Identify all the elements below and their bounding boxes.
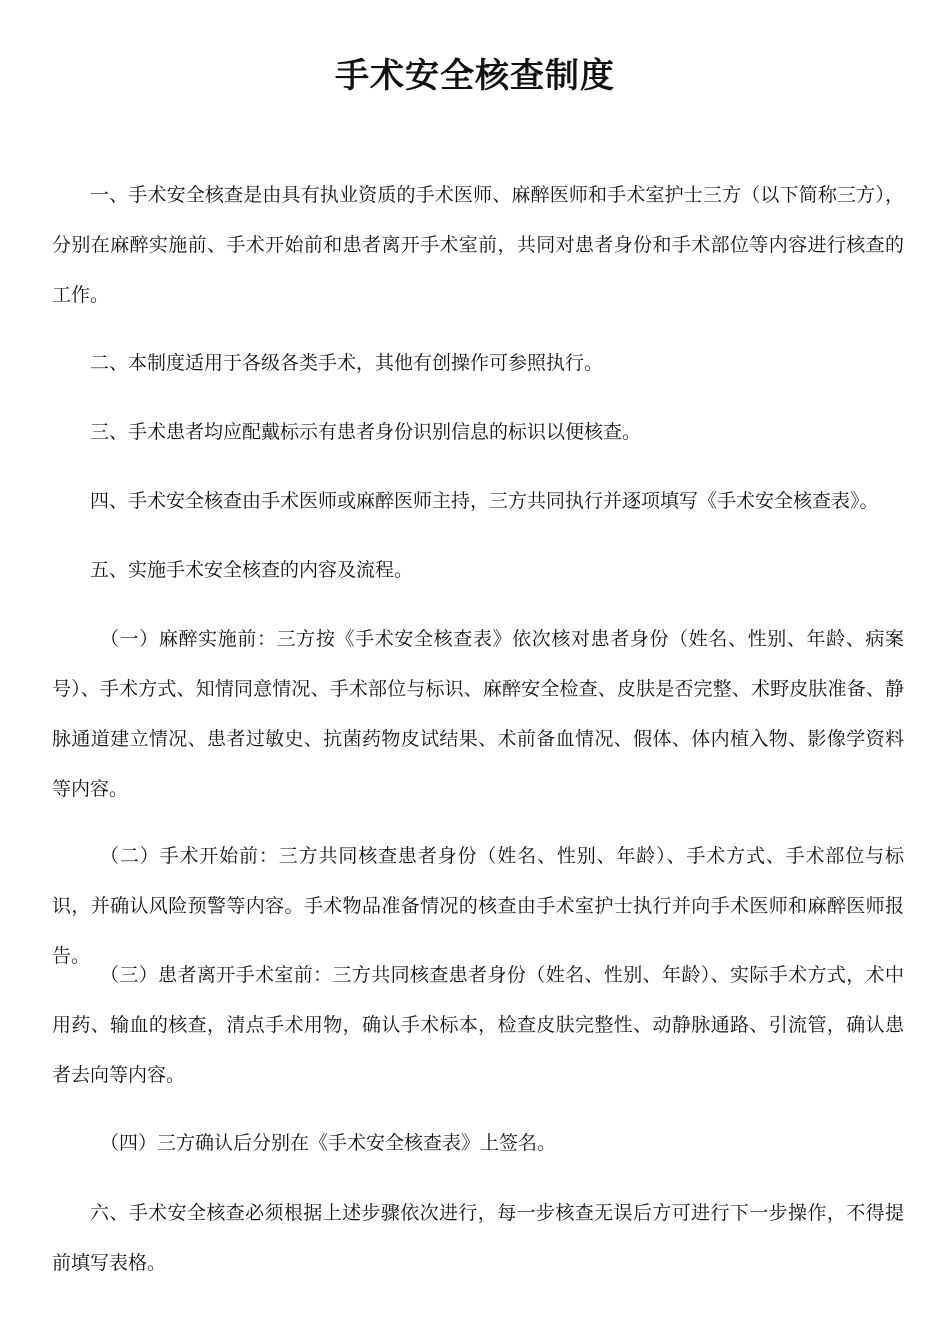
paragraph-10: 六、手术安全核查必须根据上述步骤依次进行，每一步核查无误后方可进行下一步操作，不得提前填写表格。: [52, 1202, 904, 1274]
paragraph-2: 二、本制度适用于各级各类手术，其他有创操作可参照执行。: [90, 352, 604, 374]
paragraph-3: 三、手术患者均应配戴标示有患者身份识别信息的标识以便核查。: [90, 421, 642, 443]
document-title: 手术安全核查制度: [335, 56, 615, 96]
paragraph-7: （二）手术开始前：三方共同核查患者身份（姓名、性别、年龄）、手术方式、手术部位与标识，并确认风险预警等内容。手术物品准备情况的核查由手术室护士执行并向手术医师和麻醉医师报告。: [52, 845, 904, 967]
paragraph-9: （四）三方确认后分别在《手术安全核查表》上签名。: [100, 1132, 557, 1154]
paragraph-8: （三）患者离开手术室前：三方共同核查患者身份（姓名、性别、年龄）、实际手术方式，术中用药、输血的核查，清点手术用物，确认手术标本，检查皮肤完整性、动静脉通路、引流管，确认患者去向等内容。: [52, 964, 904, 1086]
paragraph-5: 五、实施手术安全核查的内容及流程。: [90, 559, 414, 581]
paragraph-6: （一）麻醉实施前：三方按《手术安全核查表》依次核对患者身份（姓名、性别、年龄、病案号）、手术方式、知情同意情况、手术部位与标识、麻醉安全检查、皮肤是否完整、术野皮肤准备、静脉通道建立情况、患者过敏史、抗菌药物皮试结果、术前备血情况、假体、体内植入物、影像学资料等内容。: [52, 628, 904, 800]
paragraph-1: 一、手术安全核查是由具有执业资质的手术医师、麻醉医师和手术室护士三方（以下简称三方），分别在麻醉实施前、手术开始前和患者离开手术室前，共同对患者身份和手术部位等内容进行核查的工作。: [52, 184, 904, 306]
paragraph-4: 四、手术安全核查由手术医师或麻醉医师主持，三方共同执行并逐项填写《手术安全核查表》。: [90, 490, 879, 512]
